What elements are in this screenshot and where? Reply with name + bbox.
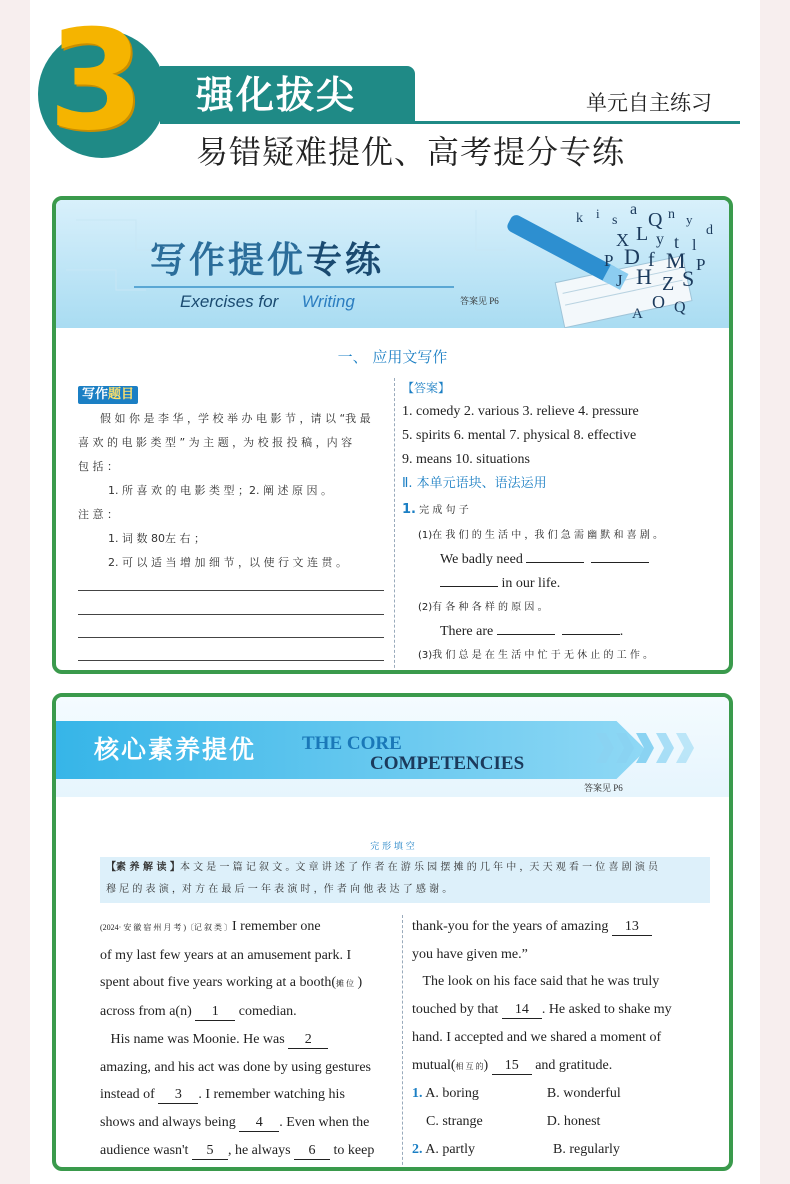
- option[interactable]: D. honest: [546, 1113, 601, 1129]
- intro-box: 【素 养 解 读 】本 文 是 一 篇 记 叙 文 。文 章 讲 述 了 作 者 在 游 乐 园 摆 摊 的 几 年 中 ，天 天 观 看 一 位 喜 剧 演 员 穆 尼 的 表 演 ，对 方 在 最 后 一 年 表 演 时 ，作 者 向 他 表 达 了 感 谢 。: [100, 857, 710, 903]
- svg-text:k: k: [576, 211, 583, 226]
- svg-text:t: t: [674, 232, 680, 252]
- writing-banner-title: 写作提优专练: [150, 240, 385, 281]
- writing-banner: [56, 200, 729, 328]
- option[interactable]: A. partly: [425, 1141, 475, 1157]
- answer-line[interactable]: [78, 660, 384, 661]
- chevron-icon: [656, 733, 674, 763]
- chevron-icon: [676, 733, 694, 763]
- blank-14[interactable]: 14: [502, 1002, 542, 1019]
- note-2: 2. 可 以 适 当 增 加 细 节 ，以 使 行 文 连 贯 。: [108, 556, 347, 569]
- column-divider: [402, 915, 403, 1171]
- answer-line[interactable]: [78, 590, 384, 591]
- task-tag: 写作题目: [78, 386, 138, 404]
- banner-underline: [134, 286, 454, 288]
- svg-text:P: P: [604, 251, 614, 270]
- option[interactable]: A. boring: [425, 1086, 479, 1102]
- svg-text:l: l: [692, 237, 697, 254]
- svg-text:a: a: [630, 201, 638, 218]
- task-line-3: 包 括 ：: [78, 460, 118, 473]
- blank-6[interactable]: 6: [294, 1143, 330, 1160]
- svg-text:i: i: [596, 206, 600, 221]
- passage-right: thank-you for the years of amazing 13 you have given me.” The look on his face said that he was truly touched by that 14 . He asked to shake my hand. I accepted and we shared a moment of mutual(相 互 的) 15 and gratitude. 1. A. boring B. wonderful C. strange D. honest 2. A. partly B. regularly: [412, 919, 672, 1157]
- svg-text:L: L: [636, 223, 649, 245]
- svg-text:d: d: [706, 223, 713, 238]
- svg-text:f: f: [648, 249, 655, 271]
- task-point: 1. 所 喜 欢 的 电 影 类 型 ；2. 阐 述 原 因 。: [108, 484, 332, 497]
- svg-text:P: P: [696, 255, 706, 274]
- column-divider: [394, 378, 395, 674]
- svg-text:s: s: [612, 213, 618, 228]
- sub-question-2-en: There are .: [440, 624, 624, 639]
- svg-text:O: O: [652, 292, 665, 312]
- answer-line[interactable]: [78, 614, 384, 615]
- core-banner-en-2: COMPETENCIES: [370, 753, 525, 774]
- fill-blank[interactable]: [526, 562, 584, 563]
- page-subtitle: 易错疑难提优、高考提分专练: [196, 133, 626, 171]
- option[interactable]: B. wonderful: [546, 1086, 621, 1102]
- page-title: 强化拔尖: [196, 73, 357, 117]
- task-line-2: 喜 欢 的 电 影 类 型 ” 为 主 题 ，为 校 报 投 稿 ，内 容: [78, 436, 353, 449]
- task-line-1: 假 如 你 是 李 华 ，学 校 举 办 电 影 节 ，请 以 “我 最: [100, 412, 371, 425]
- svg-text:A: A: [632, 306, 643, 322]
- core-banner-en-1: THE CORE: [302, 733, 402, 754]
- answer-row-2: 5. spirits 6. mental 7. physical 8. effective: [402, 428, 637, 443]
- svg-text:y: y: [656, 231, 664, 248]
- svg-text:D: D: [624, 244, 640, 269]
- fill-blank[interactable]: [562, 634, 620, 635]
- blank-5[interactable]: 5: [192, 1143, 228, 1160]
- title-underline: [160, 121, 740, 124]
- blank-15[interactable]: 15: [492, 1058, 532, 1075]
- core-competencies-card: [52, 693, 733, 1171]
- svg-text:Q: Q: [674, 299, 686, 316]
- svg-text:M: M: [666, 248, 686, 273]
- answer-reference: 答案见 P6: [584, 783, 623, 793]
- answer-label: 【答案】: [402, 381, 451, 395]
- svg-text:n: n: [668, 207, 675, 222]
- sub-question-3-cn: (3)我 们 总 是 在 生 活 中 忙 于 无 休 止 的 工 作 。: [418, 650, 654, 661]
- passage-source: (2024· 安 徽 宿 州 月 考 )〔记 叙 类 〕: [100, 923, 232, 932]
- answer-line[interactable]: [78, 637, 384, 638]
- sub-question-1-cn: (1)在 我 们 的 生 活 中 ，我 们 急 需 幽 默 和 喜 剧 。: [418, 530, 664, 541]
- svg-text:Z: Z: [662, 273, 675, 295]
- section-title: 完 形 填 空: [370, 842, 415, 852]
- section2-title: Ⅱ. 本单元语块、语法运用: [402, 476, 547, 491]
- sub-question-1-en-2: in our life.: [440, 572, 560, 596]
- core-banner: [56, 697, 729, 797]
- answer-row-1: 1. comedy 2. various 3. relieve 4. pressure: [402, 404, 639, 419]
- blank-3[interactable]: 3: [158, 1087, 198, 1104]
- fill-blank[interactable]: [591, 562, 649, 563]
- fill-blank[interactable]: [497, 634, 555, 635]
- unit-label: 单元自主练习: [586, 91, 712, 115]
- answer-row-3: 9. means 10. situations: [402, 452, 530, 467]
- sub-question-2-cn: (2)有 各 种 各 样 的 原 因 。: [418, 602, 548, 613]
- blank-2[interactable]: 2: [288, 1032, 328, 1049]
- svg-text:Q: Q: [648, 209, 663, 231]
- option[interactable]: C. strange: [426, 1113, 483, 1129]
- svg-text:J: J: [616, 271, 623, 290]
- answer-reference: 答案见 P6: [460, 296, 499, 306]
- svg-text:y: y: [686, 212, 693, 227]
- blank-1[interactable]: 1: [195, 1004, 235, 1021]
- question-1: 1. 完 成 句 子: [402, 502, 469, 517]
- notes-label: 注 意 ：: [78, 508, 118, 521]
- sub-question-1-en: We badly need: [440, 548, 649, 572]
- writing-banner-en: Exercises for Writing: [180, 292, 355, 311]
- svg-text:S: S: [682, 266, 695, 291]
- passage-left: (2024· 安 徽 宿 州 月 考 )〔记 叙 类 〕I remember one of my last few years at an amusement park. I spent about five years working at a booth(摊 位 ) across from a(n) 1 comedian. His name was Moonie. He was 2 amazing, and his act was done by using gestures instead of 3 . I remember watching his shows and always being 4 . Even when the audience wasn't 5 , he always 6 to keep: [100, 919, 375, 1158]
- note-1: 1. 词 数 80左 右 ；: [108, 532, 205, 545]
- writing-card: [52, 196, 733, 674]
- core-banner-title: 核心素养提优: [94, 735, 257, 764]
- svg-text:X: X: [616, 230, 629, 250]
- blank-4[interactable]: 4: [239, 1115, 279, 1132]
- fill-blank[interactable]: [440, 586, 498, 587]
- section-number: 3: [48, 0, 145, 161]
- blank-13[interactable]: 13: [612, 919, 652, 936]
- svg-text:H: H: [636, 264, 652, 289]
- section-title: 一、 应用文写作: [337, 348, 448, 366]
- option[interactable]: B. regularly: [553, 1141, 620, 1157]
